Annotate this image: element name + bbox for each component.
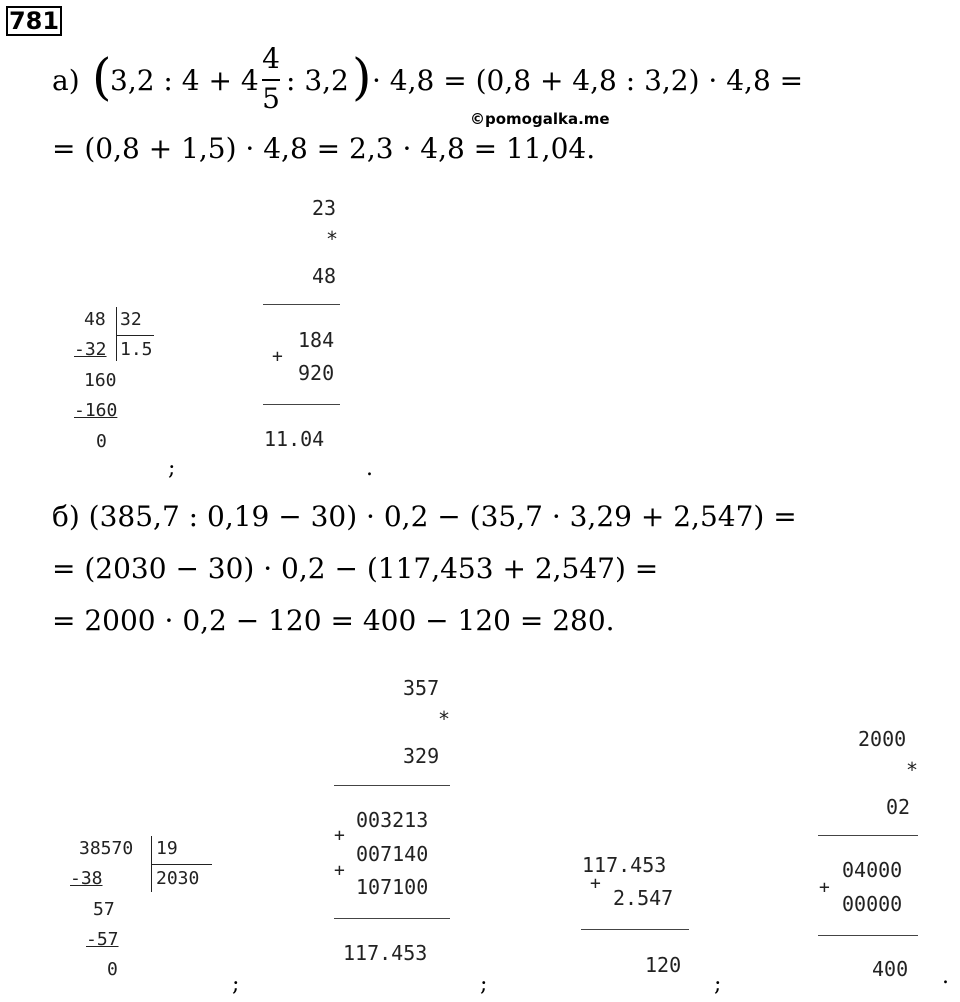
division-quotient: 1.5: [120, 339, 153, 360]
mult-rule-2: [334, 918, 450, 919]
part-b-line1: б) (385,7 : 0,19 − 30) · 0,2 − (35,7 · 3,29 + 2,547) =: [52, 500, 797, 533]
mult-partial1: 184: [298, 328, 335, 352]
fraction-denominator: 5: [262, 82, 280, 115]
part-a-close-paren: ): [352, 48, 372, 106]
mult-operator: *: [906, 758, 919, 782]
mult-rule-2: [263, 404, 340, 405]
division-divisor: 32: [120, 309, 142, 330]
division-remainder: 0: [96, 431, 107, 452]
add-plus: +: [590, 873, 601, 894]
division-step3: -160: [74, 400, 118, 421]
mult-factor-a: 23: [312, 196, 337, 220]
division-dividend: 48: [84, 309, 106, 330]
mult-partial2: 007140: [356, 842, 429, 866]
part-b-separator-1: ;: [232, 972, 240, 997]
add-result: 120: [645, 953, 682, 977]
add-rule: [581, 929, 689, 930]
division-step1: -38: [70, 868, 103, 889]
part-a-open-paren: (: [92, 48, 112, 106]
mult-partial1: 003213: [356, 808, 429, 832]
mult-rule-1: [263, 304, 340, 305]
fraction-numerator: 4: [262, 42, 280, 75]
division-remainder: 0: [107, 959, 118, 980]
part-b-separator-2: ;: [480, 972, 488, 997]
mult-plus: +: [272, 346, 283, 367]
division-step2: 160: [84, 370, 117, 391]
division-step1: -32: [74, 339, 107, 360]
division-divisor-line: [151, 864, 212, 865]
mult-result: 11.04: [264, 427, 325, 451]
mult-result: 117.453: [343, 941, 428, 965]
mult-plus: +: [819, 877, 830, 898]
division-step3: -57: [86, 929, 119, 950]
mult-plus-1: +: [334, 825, 345, 846]
mult-operator: *: [438, 707, 451, 731]
mult-plus-2: +: [334, 860, 345, 881]
division-divisor-line: [116, 335, 154, 336]
mult-operator: *: [326, 227, 339, 251]
division-divisor: 19: [156, 838, 178, 859]
division-step2: 57: [93, 899, 115, 920]
add-term-a: 117.453: [582, 853, 667, 877]
part-a-separator-2: .: [366, 456, 373, 481]
fraction-bar: [262, 79, 280, 81]
division-vertical-line: [116, 307, 117, 361]
mult-factor-a: 2000: [858, 727, 907, 751]
part-a-line2: = (0,8 + 1,5) · 4,8 = 2,3 · 4,8 = 11,04.: [52, 132, 596, 165]
watermark: ©pomogalka.me: [470, 110, 610, 128]
mult-result: 400: [872, 957, 909, 981]
part-a-expr-rest: · 4,8 = (0,8 + 4,8 : 3,2) · 4,8 =: [372, 64, 804, 97]
division-quotient: 2030: [156, 868, 200, 889]
mult-rule-1: [818, 835, 918, 836]
mult-partial2: 920: [298, 361, 335, 385]
part-a-expr-start: 3,2 : 4 + 4: [110, 64, 259, 97]
part-a-expr-mid: : 3,2: [286, 64, 349, 97]
mult-rule-2: [818, 935, 918, 936]
mult-factor-b: 329: [403, 744, 440, 768]
problem-number: 781: [6, 6, 62, 36]
part-a-separator-1: ;: [168, 456, 176, 481]
part-a-label: а): [52, 64, 80, 97]
part-b-separator-4: .: [942, 964, 949, 989]
mult-partial2: 00000: [842, 892, 903, 916]
mult-factor-b: 48: [312, 264, 337, 288]
mult-rule-1: [334, 785, 450, 786]
part-b-line3: = 2000 · 0,2 − 120 = 400 − 120 = 280.: [52, 604, 615, 637]
mult-partial1: 04000: [842, 858, 903, 882]
mult-partial3: 107100: [356, 875, 429, 899]
add-term-b: 2.547: [613, 886, 674, 910]
mult-factor-b: 02: [886, 795, 911, 819]
part-b-separator-3: ;: [714, 972, 722, 997]
division-dividend: 38570: [79, 838, 134, 859]
mult-factor-a: 357: [403, 676, 440, 700]
part-b-line2: = (2030 − 30) · 0,2 − (117,453 + 2,547) =: [52, 552, 659, 585]
